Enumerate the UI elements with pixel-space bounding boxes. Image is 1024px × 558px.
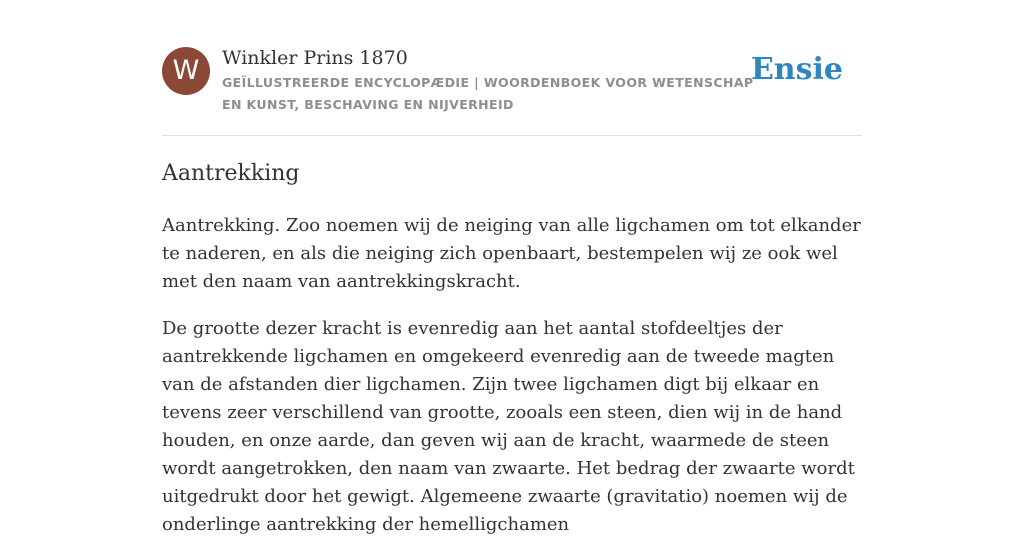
source-header xyxy=(162,0,862,136)
ensie-logo[interactable]: Ensie xyxy=(750,52,843,87)
source-subtitle: GEÏLLUSTREERDE ENCYCLOPÆDIE | WOORDENBOEK VOOR WETENSCHAP EN KUNST, BESCHAVING EN NIJVERHEID xyxy=(222,75,754,112)
source-avatar[interactable]: W xyxy=(162,47,210,95)
article-title: Aantrekking xyxy=(162,161,300,186)
source-title[interactable]: Winkler Prins 1870 xyxy=(222,47,408,69)
article-body xyxy=(162,212,862,558)
page xyxy=(162,0,862,535)
article-paragraph: De grootte dezer kracht is evenredig aan het aantal stofdeeltjes der aantrekkende ligchamen en omgekeerd evenredig aan de tweede magten van de afstanden dier ligchamen. Zijn twee ligchamen digt bij elkaar en tevens zeer verschillend van grootte, zooals een steen, dien wij in de hand houden, en onze aarde, dan geven wij aan de kracht, waarmede de steen wordt aangetrokken, den naam van zwaarte. Het bedrag der zwaarte wordt uitgedrukt door het gewigt. Algemeene zwaarte (gravitatio) noemen wij de onderlinge aantrekking der hemelligchamen xyxy=(162,318,855,535)
article-paragraph: Aantrekking. Zoo noemen wij de neiging van alle ligchamen om tot elkander te naderen, en als die neiging zich openbaart, bestempelen wij ze ook wel met den naam van aantrekkingskracht. xyxy=(162,215,861,292)
